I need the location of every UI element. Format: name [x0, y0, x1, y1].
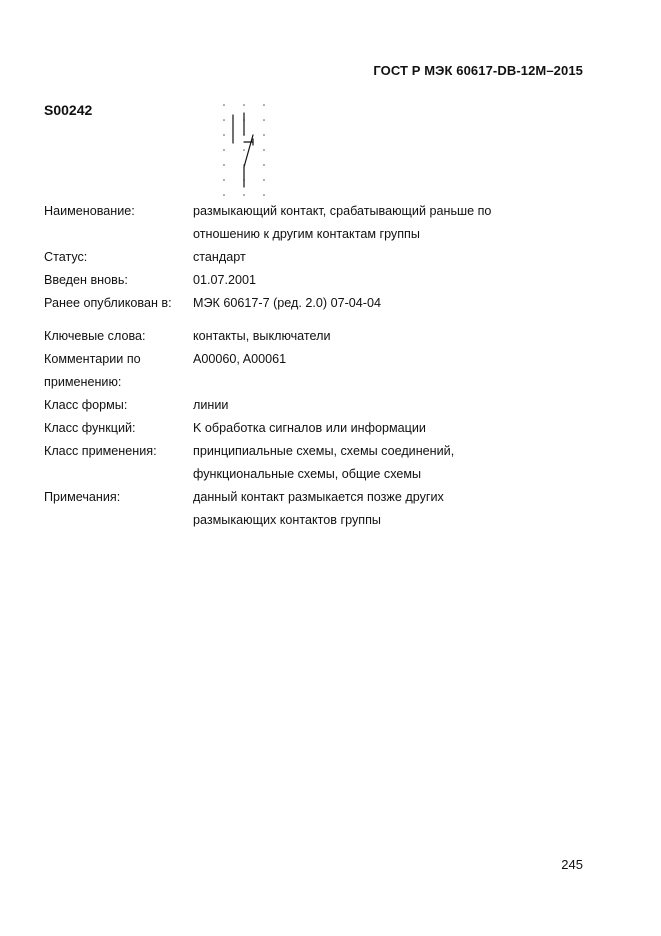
field-label: Введен вновь: — [44, 273, 128, 287]
field-label: применению: — [44, 375, 122, 389]
field-application-class — [44, 440, 523, 463]
field-function-class — [44, 417, 523, 440]
field-value: принципиальные схемы, схемы соединений, — [193, 444, 455, 458]
field-value-empty — [193, 371, 523, 394]
field-introduced — [44, 269, 523, 292]
field-value: отношению к другим контактам группы — [193, 227, 420, 241]
field-label: Статус: — [44, 250, 88, 264]
field-label-empty — [44, 509, 193, 532]
field-notes-continued — [44, 509, 523, 532]
field-label: Комментарии по — [44, 352, 141, 366]
field-label-empty — [44, 223, 193, 246]
field-value: размыкающий контакт, срабатывающий раньше по — [193, 204, 492, 218]
field-label: Ранее опубликован в: — [44, 296, 172, 310]
field-value: размыкающих контактов группы — [193, 513, 381, 527]
symbol-code: S00242 — [44, 102, 93, 118]
field-comments-continued — [44, 371, 523, 394]
break-contact-early-opening-symbol-icon — [220, 101, 268, 201]
field-status — [44, 246, 523, 269]
field-keywords — [44, 325, 523, 348]
field-label: Класс применения: — [44, 444, 157, 458]
field-value: контакты, выключатели — [193, 329, 331, 343]
field-name — [44, 200, 523, 223]
field-label: Примечания: — [44, 490, 121, 504]
field-value: линии — [193, 398, 229, 412]
field-value: A00060, A00061 — [193, 352, 287, 366]
field-label-empty — [44, 463, 193, 486]
field-application-class-continued — [44, 463, 523, 486]
field-value: МЭК 60617-7 (ред. 2.0) 07-04-04 — [193, 296, 381, 310]
field-published — [44, 292, 523, 315]
field-value: K обработка сигналов или информации — [193, 421, 426, 435]
page-number: 245 — [561, 857, 583, 872]
field-label: Класс функций: — [44, 421, 136, 435]
field-value: стандарт — [193, 250, 246, 264]
field-comments — [44, 348, 523, 371]
document-header: ГОСТ Р МЭК 60617-DB-12M–2015 — [373, 63, 583, 78]
field-form-class — [44, 394, 523, 417]
field-notes — [44, 486, 523, 509]
field-label: Класс формы: — [44, 398, 128, 412]
symbol-attributes — [44, 200, 523, 532]
section-gap — [44, 315, 523, 325]
field-value: функциональные схемы, общие схемы — [193, 467, 422, 481]
field-name-continued — [44, 223, 523, 246]
field-value: данный контакт размыкается позже других — [193, 490, 444, 504]
field-label: Ключевые слова: — [44, 329, 146, 343]
field-label: Наименование: — [44, 204, 135, 218]
field-value: 01.07.2001 — [193, 273, 257, 287]
